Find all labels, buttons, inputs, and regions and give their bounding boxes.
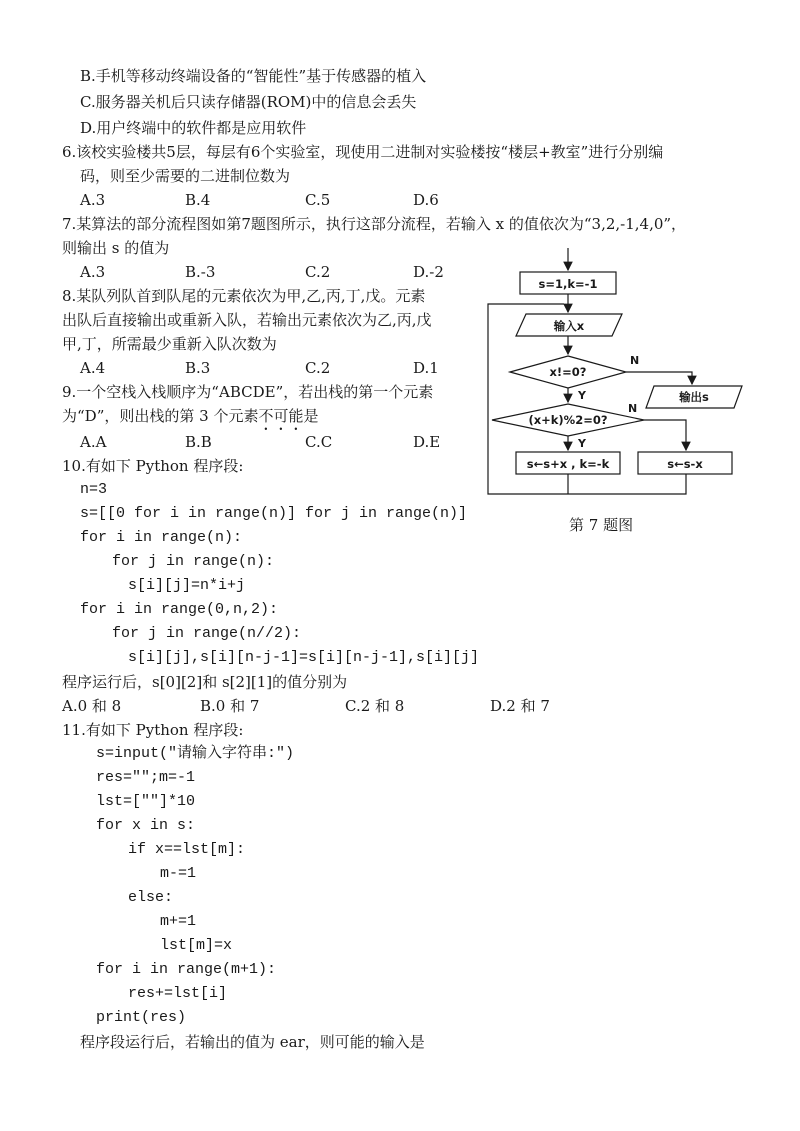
q11-code-line: res="";m=-1 [96,769,196,786]
q10-code-line: s=[[0 for i in range(n)] for j in range(n)] [80,505,468,522]
q9-stem-part-c: 是 [303,407,319,425]
q10-after-text: 程序运行后，s[0][2]和 s[2][1]的值分别为 [62,673,348,691]
q8-option-b: B.3 [185,359,211,377]
q6-stem-line2: 码，则至少需要的二进制位数为 [80,167,291,185]
q6-option-c: C.5 [305,191,331,209]
q11-stem: 11.有如下 Python 程序段: [62,721,244,739]
q5-option-c: C.服务器关机后只读存储器(ROM)中的信息会丢失 [80,93,417,111]
q7-option-d: D.-2 [413,263,444,281]
proc-no-text: s←s-x [667,457,703,471]
q5-option-d: D.用户终端中的软件都是应用软件 [80,119,307,137]
q7-stem-line2: 则输出 s 的值为 [62,239,170,257]
q9-option-a: A.A [80,433,107,451]
q11-code-line: for i in range(m+1): [96,961,277,978]
q8-option-a: A.4 [80,359,106,377]
q9-stem-part-a: 为“D”，则出栈的第 3 个元素 [62,407,259,425]
cond2-text: (x+k)%2=0? [528,413,608,427]
q10-code-line: for j in range(n//2): [112,625,302,642]
q10-code-line: n=3 [80,481,108,498]
input-text: 输入x [553,319,585,333]
flow-arrow-no [626,372,692,384]
q9-stem-line2 [62,406,318,434]
cond1-yes-label: Y [578,389,586,402]
q5-option-b: B.手机等移动终端设备的“智能性”基于传感器的植入 [80,67,427,85]
q10-option-a: A.0 和 8 [62,697,122,715]
q11-code-line: lst[m]=x [160,937,233,954]
q10-code-line: for i in range(0,n,2): [80,601,279,618]
q6-option-a: A.3 [80,191,106,209]
q9-emphasis-text: 不可能 [258,407,304,425]
q11-code-line: m-=1 [160,865,197,882]
q11-code-line: else: [128,889,174,906]
q6-option-b: B.4 [185,191,211,209]
q11-code-line: print(res) [96,1009,187,1026]
proc-yes-text: s←s+x , k=-k [526,457,610,471]
figure-caption: 第 7 题图 [569,516,634,534]
q10-code-line: s[i][j],s[i][n-j-1]=s[i][n-j-1],s[i][j] [128,649,480,666]
q8-stem-line3: 甲,丁，所需最少重新入队次数为 [62,335,277,353]
q9-option-b: B.B [185,433,212,451]
q7-stem-line1: 7.某算法的部分流程图如第7题图所示，执行这部分流程，若输入 x 的值依次为“3,2,-1,4,0”， [62,215,687,233]
q10-option-d: D.2 和 7 [490,697,550,715]
q10-option-c: C.2 和 8 [345,697,405,715]
q9-option-d: D.E [413,433,441,451]
q10-code-line: for j in range(n): [112,553,275,570]
q8-stem-line2: 出队后直接输出或重新入队，若输出元素依次为乙,丙,戊 [62,311,432,329]
q10-code-line: s[i][j]=n*i+j [128,577,246,594]
q11-code-line: s=input("请输入字符串:") [96,745,295,762]
q10-option-b: B.0 和 7 [200,697,260,715]
flow-arrow-no [644,420,686,450]
cond1-no-label: N [630,354,640,367]
q8-stem-line1: 8.某队列队首到队尾的元素依次为甲,乙,丙,丁,戊。元素 [62,287,426,305]
q9-option-c: C.C [305,433,333,451]
init-text: s=1,k=-1 [538,277,598,291]
q9-stem-line1: 9.一个空栈入栈顺序为“ABCDE”，若出栈的第一个元素 [62,383,434,401]
q7-option-b: B.-3 [185,263,216,281]
q8-option-d: D.1 [413,359,439,377]
q11-after-text: 程序段运行后，若输出的值为 ear，则可能的输入是 [80,1033,425,1051]
q11-code-line: res+=lst[i] [128,985,228,1002]
q10-stem: 10.有如下 Python 程序段: [62,457,244,475]
cond2-yes-label: Y [578,437,586,450]
q11-code-line: lst=[""]*10 [96,793,196,810]
cond1-text: x!=0? [549,365,587,379]
q11-code-line: if x==lst[m]: [128,841,246,858]
q11-code-line: for x in s: [96,817,196,834]
q7-option-c: C.2 [305,263,331,281]
q10-code-line: for i in range(n): [80,529,243,546]
q11-code-line: m+=1 [160,913,197,930]
flowchart-diagram [480,248,770,508]
q6-stem-line1: 6.该校实验楼共5层，每层有6个实验室，现使用二进制对实验楼按“楼层+教室”进行分别编 [62,143,664,161]
cond2-no-label: N [628,402,638,415]
q7-option-a: A.3 [80,263,106,281]
q6-option-d: D.6 [413,191,439,209]
output-text: 输出s [679,390,709,404]
q8-option-c: C.2 [305,359,331,377]
